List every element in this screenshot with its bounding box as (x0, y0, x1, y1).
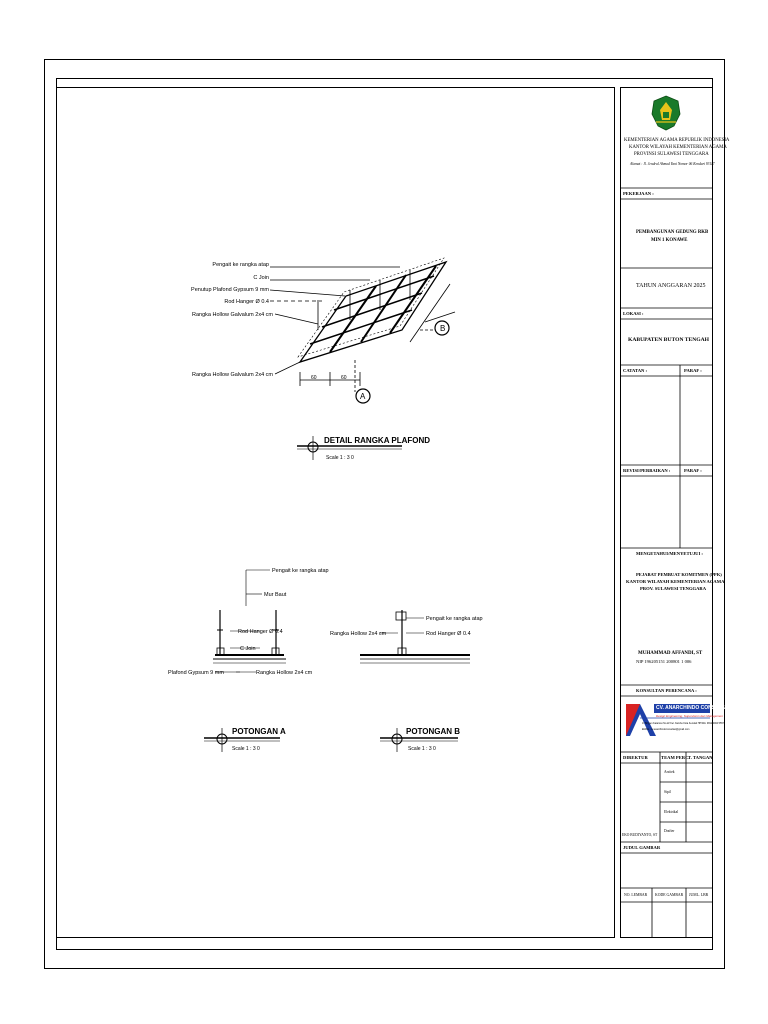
direktur-name: EKO BUDIYANTO, ST (622, 833, 658, 837)
team-sipil: Sipil (664, 790, 671, 794)
revisi-label: REVISI/PERBAIKAN : (623, 468, 671, 473)
org-line-3: PROVINSI SULAWESI TENGGARA (634, 152, 709, 157)
detail-title: DETAIL RANGKA PLAFOND (324, 436, 431, 445)
catatan-label: CATATAN : (623, 368, 648, 373)
org-line-1: KEMENTERIAN AGAMA REPUBLIK INDONESIA (624, 138, 730, 143)
sec-a-label-gypsum: Plafond Gypsum 9 mm (168, 670, 224, 676)
ppk-nip: NIP 196205151 200801 1 006 (636, 659, 692, 664)
judul-gambar-label: JUDUL GAMBAR (623, 845, 661, 850)
ppk-line-1: PEJABAT PEMBUAT KOMITMEN (PPK) (636, 572, 722, 577)
kode-gambar-label: KODE GAMBAR (655, 893, 684, 897)
label-pengait: Pengait ke rangka atap (212, 262, 269, 268)
grid-marker-b: B (440, 324, 446, 333)
title-block-grid (620, 188, 713, 938)
org-address: Alamat : Jl. Jendral Ahmad Yani Nomor 06 Kendari 93117 (630, 162, 715, 166)
paraf-label: PARAF : (684, 368, 702, 373)
sec-a-label-pengait: Pengait ke rangka atap (272, 568, 329, 574)
team-arsitek: Arsitek (664, 770, 675, 774)
sec-b-label-pengait: Pengait ke rangka atap (426, 616, 483, 622)
section-b-title: POTONGAN B (406, 727, 461, 736)
section-a-title: POTONGAN A (232, 727, 286, 736)
konsultan-sub: Design Engineering, Supervision dan Managemen (656, 714, 723, 718)
konsultan-addr: Jl. Brigjen Katamso No.22 Kel. Kambu Kota Kendari HP/WA: 0811 4004 5557 (642, 722, 724, 725)
no-lembar-label: NO. LEMBAR (624, 893, 648, 897)
label-c-join: C Join (253, 275, 269, 281)
mengetahui-label: MENGETAHUI/MENYETUJUI : (636, 551, 703, 556)
konsultan-label: KONSULTAN PERENCANA : (636, 688, 697, 693)
org-line-2: KANTOR WILAYAH KEMENTERIAN AGAMA (629, 145, 727, 150)
ppk-line-3: PROV. SULAWESI TENGGARA (640, 586, 707, 591)
section-b-scale: Scale 1 : 3 0 (408, 746, 436, 752)
dim-label-2: 60 (341, 375, 347, 381)
konsultan-email: EMAIL : cv.anarchindoconsultan@gmail.com (642, 728, 690, 731)
sec-a-label-hollow: Rangka Hollow 2x4 cm (256, 670, 313, 676)
paraf-label-2: PARAF : (684, 468, 702, 473)
lokasi-label: LOKASI : (623, 311, 644, 316)
konsultan-name: CV. ANARCHINDO CONSULTAN (656, 705, 732, 711)
juml-lbr-label: JUML. LBR (689, 893, 709, 897)
label-penutup-gypsum: Penutup Plafond Gypsum 9 mm (191, 287, 269, 293)
ppk-line-2: KANTOR WILAYAH KEMENTERIAN AGAMA (626, 579, 725, 584)
sec-a-label-c-join: C Join (240, 646, 256, 652)
kemenag-logo (652, 96, 680, 130)
ppk-name: MUHAMMAD AFFANDI, ST (638, 651, 703, 656)
sec-b-label-rod-hanger: Rod Hanger Ø 0.4 (426, 631, 471, 637)
label-rangka-hollow-2: Rangka Hollow Galvalum 2x4 cm (191, 372, 273, 378)
lokasi-value: KABUPATEN BUTON TENGAH (628, 337, 710, 343)
leader-lines-section-a (215, 570, 270, 672)
detail-scale: Scale 1 : 3 0 (326, 455, 354, 461)
label-rangka-hollow-1: Rangka Hollow Galvalum 2x4 cm (191, 312, 273, 318)
team-label: TEAM PERC. (661, 755, 690, 760)
direktur-label: DIREKTUR (623, 755, 648, 760)
tahun-anggaran: TAHUN ANGGARAN 2025 (636, 283, 706, 289)
sec-a-label-mur-baut: Mur Baut (264, 592, 287, 598)
label-rod-hanger: Rod Hanger Ø 0.4 (224, 299, 269, 305)
pekerjaan-line-2: MIN 1 KONAWE (651, 238, 688, 243)
section-a-drawing (213, 610, 286, 663)
ttangan-label: T. TANGAN (688, 755, 713, 760)
grid-marker-a: A (360, 392, 366, 401)
team-elektrikal: Elektrikal (664, 810, 679, 814)
pekerjaan-label: PEKERJAAN : (623, 191, 654, 196)
dim-label-1: 60 (311, 375, 317, 381)
sec-b-label-hollow: Rangka Hollow 2x4 cm (330, 631, 387, 637)
section-a-scale: Scale 1 : 3 0 (232, 746, 260, 752)
pekerjaan-line-1: PEMBANGUNAN GEDUNG RKB (636, 230, 709, 235)
sec-a-label-rod-hanger: Rod Hanger Ø 0.4 (238, 629, 283, 635)
team-drafter: Drafter (664, 829, 675, 833)
